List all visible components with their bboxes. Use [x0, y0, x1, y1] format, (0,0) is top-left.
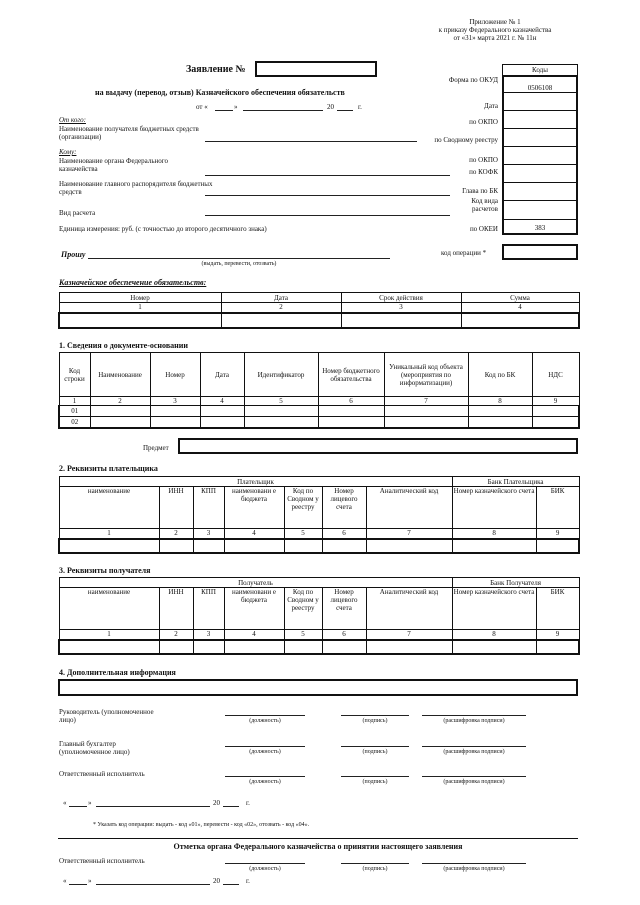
payer-header: наименовани е бюджета: [224, 487, 284, 529]
treasury-date-year: 20: [213, 877, 220, 885]
additional-info-field[interactable]: [58, 679, 578, 696]
table-cell[interactable]: [90, 406, 150, 417]
table-cell[interactable]: [536, 539, 579, 553]
table-cell[interactable]: [384, 417, 468, 428]
treasury-date-day-field[interactable]: [69, 884, 87, 885]
grbs-name-field[interactable]: [205, 195, 450, 196]
recipient-name-field[interactable]: [205, 141, 417, 142]
treasury-executor-label: Ответственный исполнитель: [59, 857, 145, 865]
payer-header: КПП: [193, 487, 224, 529]
recipient-header: Номер лицевого счета: [322, 588, 366, 630]
accountant-decoding-field[interactable]: [422, 746, 526, 747]
col-number: 4: [200, 397, 244, 406]
basis-header: Код строки: [59, 353, 90, 397]
table-cell[interactable]: [532, 417, 579, 428]
basis-header: Номер: [150, 353, 200, 397]
signature-caption: (подпись): [362, 779, 388, 785]
row-code: 01: [59, 406, 90, 417]
table-cell[interactable]: [318, 417, 384, 428]
table-cell[interactable]: [224, 640, 284, 654]
col-number: 9: [536, 529, 579, 539]
accountant-signature-field[interactable]: [341, 746, 409, 747]
organ-name-field[interactable]: [205, 175, 450, 176]
recipient-bank-header: Банк Получателя: [452, 578, 579, 588]
sign-date-day-field[interactable]: [69, 806, 87, 807]
obligation-cell[interactable]: [461, 313, 579, 328]
col-number: 1: [59, 630, 159, 640]
basis-header: НДС: [532, 353, 579, 397]
col-number: 1: [59, 397, 90, 406]
treasury-date-suffix: г.: [246, 877, 250, 885]
obligation-header: Дата: [221, 293, 341, 303]
col-number: 6: [322, 630, 366, 640]
col-number: 1: [59, 303, 221, 313]
treasury-position-field[interactable]: [225, 863, 305, 864]
table-cell[interactable]: [244, 417, 318, 428]
sign-date-month-field[interactable]: [96, 806, 210, 807]
reestr-label: по Сводному реестру: [434, 136, 498, 144]
recipient-header: Номер казначейского счета: [452, 588, 536, 630]
decoding-caption: (расшифровка подписи): [443, 749, 505, 755]
appendix-line-2: к приказу Федерального казначейства: [438, 26, 552, 34]
col-number: 2: [159, 529, 193, 539]
vid-rascheta-label: Вид расчета: [59, 209, 96, 217]
table-cell[interactable]: [200, 417, 244, 428]
organ-name-label: Наименование органа Федерального казначейства: [59, 157, 168, 173]
form-okud-label: Форма по ОКУД: [448, 76, 498, 84]
table-cell[interactable]: [536, 640, 579, 654]
payer-header: ИНН: [159, 487, 193, 529]
request-label: Прошу: [61, 250, 86, 259]
op-code-field[interactable]: [502, 244, 578, 260]
col-number: 6: [322, 529, 366, 539]
date-code-label: Дата: [484, 102, 498, 110]
basis-header: Уникальный код объекта (мероприятия по информатизации): [384, 353, 468, 397]
footnote: * Указать код операции: выдать - код «01», перевести - код «02», отозвать - код «04».: [93, 822, 310, 828]
table-cell[interactable]: [322, 539, 366, 553]
glava-label: Глава по БК: [462, 187, 498, 195]
col-number: 2: [221, 303, 341, 313]
recipient-header: Аналитический код: [366, 588, 452, 630]
obligation-table: [58, 292, 580, 329]
obligation-cell[interactable]: [221, 313, 341, 328]
codes-header: Коды: [502, 64, 578, 76]
table-cell[interactable]: [384, 406, 468, 417]
vid-label: Код вида расчетов: [471, 197, 498, 213]
col-number: 2: [90, 397, 150, 406]
treasury-date-close: »: [88, 877, 92, 885]
unit-label: Единица измерения: руб. (с точностью до второго десятичного знака): [59, 225, 267, 233]
recipient-name-label: Наименование получателя бюджетных средств (организации): [59, 125, 199, 141]
col-number: 5: [244, 397, 318, 406]
payer-header: наименование: [59, 487, 159, 529]
basis-document-table: [58, 352, 580, 429]
basis-header: Код по БК: [468, 353, 532, 397]
section3-title: 3. Реквизиты получателя: [59, 566, 151, 575]
treasury-title: Отметка органа Федерального казначейства о принятии настоящего заявления: [173, 842, 463, 851]
basis-header: Номер бюджетного обязательства: [318, 353, 384, 397]
decoding-caption: (расшифровка подписи): [443, 718, 505, 724]
recipient-header: БИК: [536, 588, 579, 630]
signature-caption: (подпись): [362, 718, 388, 724]
to-label: Кому:: [59, 148, 77, 156]
sign-date-year-field[interactable]: [223, 806, 239, 807]
basis-header: Дата: [200, 353, 244, 397]
section2-title: 2. Реквизиты плательщика: [59, 464, 158, 473]
okei-value: 383: [534, 224, 546, 232]
position-caption: (должность): [249, 718, 281, 724]
recipient-table: [58, 577, 580, 655]
obligation-header: Номер: [59, 293, 221, 303]
table-cell[interactable]: [284, 640, 322, 654]
date-year: 20: [327, 103, 334, 111]
payer-header: БИК: [536, 487, 579, 529]
col-number: 8: [452, 630, 536, 640]
treasury-date-month-field[interactable]: [96, 884, 210, 885]
appendix-block: [420, 18, 570, 42]
treasury-date-year-field[interactable]: [223, 884, 239, 885]
appendix-line-1: Приложение № 1: [469, 18, 521, 26]
recipient-header: наименование: [59, 588, 159, 630]
signature-caption: (подпись): [362, 866, 388, 872]
obligation-title: Казначейское обеспечение обязательств:: [59, 278, 207, 287]
executor-label: Ответственный исполнитель: [59, 770, 145, 778]
basis-header: Наименование: [90, 353, 150, 397]
page-title: Заявление №: [186, 64, 246, 75]
head-decoding-field[interactable]: [422, 715, 526, 716]
payer-header: Номер казначейского счета: [452, 487, 536, 529]
appendix-line-3: от «31» марта 2021 г. № 11н: [453, 34, 537, 42]
accountant-position-field[interactable]: [225, 746, 305, 747]
op-code-label: код операции *: [441, 249, 487, 257]
table-row: [59, 539, 579, 553]
table-cell[interactable]: [318, 406, 384, 417]
col-number: 3: [341, 303, 461, 313]
basis-header: Идентификатор: [244, 353, 318, 397]
executor-signature-field[interactable]: [341, 776, 409, 777]
date-day-field[interactable]: [215, 110, 233, 111]
executor-decoding-field[interactable]: [422, 776, 526, 777]
okei-label: по ОКЕИ: [469, 225, 498, 233]
treasury-signature-field[interactable]: [341, 863, 409, 864]
col-number: 4: [224, 630, 284, 640]
request-hint: (выдать, перевести, отозвать): [201, 261, 277, 267]
okud-value: 0506108: [527, 84, 553, 92]
row-code: 02: [59, 417, 90, 428]
accountant-label: Главный бухгалтер (уполномоченное лицо): [59, 740, 130, 756]
table-cell[interactable]: [193, 539, 224, 553]
table-cell[interactable]: [244, 406, 318, 417]
request-action-field[interactable]: [88, 258, 390, 259]
table-cell[interactable]: [59, 640, 159, 654]
from-label: От кого:: [59, 116, 86, 124]
head-label: Руководитель (уполномоченное лицо): [59, 708, 154, 724]
executor-position-field[interactable]: [225, 776, 305, 777]
col-number: 5: [284, 630, 322, 640]
section4-title: 4. Дополнительная информация: [59, 668, 176, 677]
col-number: 3: [150, 397, 200, 406]
treasury-decoding-field[interactable]: [422, 863, 526, 864]
col-number: 3: [193, 529, 224, 539]
recipient-header: наименовани е бюджета: [224, 588, 284, 630]
col-number: 9: [532, 397, 579, 406]
sign-date-open: «: [63, 799, 67, 807]
table-cell[interactable]: [452, 640, 536, 654]
position-caption: (должность): [249, 866, 281, 872]
table-row: [59, 417, 579, 428]
page-subtitle: на выдачу (перевод, отзыв) Казначейского обеспечения обязательств: [95, 88, 345, 97]
table-cell[interactable]: [200, 406, 244, 417]
table-cell[interactable]: [90, 417, 150, 428]
obligation-header: Сумма: [461, 293, 579, 303]
recipient-group-header: Получатель: [59, 578, 452, 588]
subject-label: Предмет: [143, 444, 169, 452]
position-caption: (должность): [249, 779, 281, 785]
table-row: [59, 640, 579, 654]
subject-field[interactable]: [178, 438, 578, 454]
payer-header: Номер лицевого счета: [322, 487, 366, 529]
okpo2-label: по ОКПО: [469, 156, 498, 164]
recipient-header: Код по Сводном у реестру: [284, 588, 322, 630]
treasury-date-open: «: [63, 877, 67, 885]
date-prefix: от «: [196, 103, 208, 111]
table-cell[interactable]: [150, 406, 200, 417]
head-position-field[interactable]: [225, 715, 305, 716]
col-number: 5: [284, 529, 322, 539]
divider: [58, 838, 578, 839]
col-number: 7: [366, 529, 452, 539]
grbs-name-label: Наименование главного распорядителя бюджетных средств: [59, 180, 213, 196]
obligation-header: Срок действия: [341, 293, 461, 303]
payer-header: Аналитический код: [366, 487, 452, 529]
col-number: 8: [452, 529, 536, 539]
recipient-header: КПП: [193, 588, 224, 630]
okpo-label: по ОКПО: [469, 118, 498, 126]
date-suffix: г.: [358, 103, 362, 111]
col-number: 6: [318, 397, 384, 406]
obligation-cell[interactable]: [341, 313, 461, 328]
table-cell[interactable]: [452, 539, 536, 553]
date-month-field[interactable]: [243, 110, 323, 111]
table-row: [59, 406, 579, 417]
vid-rascheta-field[interactable]: [205, 215, 450, 216]
sign-date-close: »: [88, 799, 92, 807]
head-signature-field[interactable]: [341, 715, 409, 716]
table-cell[interactable]: [193, 640, 224, 654]
table-cell[interactable]: [366, 640, 452, 654]
table-cell[interactable]: [468, 406, 532, 417]
table-cell[interactable]: [322, 640, 366, 654]
recipient-header: ИНН: [159, 588, 193, 630]
col-number: 7: [384, 397, 468, 406]
col-number: 7: [366, 630, 452, 640]
table-cell[interactable]: [284, 539, 322, 553]
sign-date-year: 20: [213, 799, 220, 807]
table-cell[interactable]: [150, 417, 200, 428]
col-number: 9: [536, 630, 579, 640]
payer-table: [58, 476, 580, 554]
payer-bank-header: Банк Плательщика: [452, 477, 579, 487]
col-number: 4: [224, 529, 284, 539]
payer-header: Код по Сводном у реестру: [284, 487, 322, 529]
table-cell[interactable]: [366, 539, 452, 553]
table-cell[interactable]: [532, 406, 579, 417]
col-number: 4: [461, 303, 579, 313]
table-cell[interactable]: [159, 640, 193, 654]
col-number: 8: [468, 397, 532, 406]
codes-column: [502, 75, 578, 235]
obligation-cell[interactable]: [59, 313, 221, 328]
table-cell[interactable]: [468, 417, 532, 428]
table-cell[interactable]: [224, 539, 284, 553]
table-cell[interactable]: [59, 539, 159, 553]
date-mid: »: [234, 103, 238, 111]
table-cell[interactable]: [159, 539, 193, 553]
section1-title: 1. Сведения о документе-основании: [59, 341, 188, 350]
statement-number-field[interactable]: [255, 61, 377, 77]
signature-caption: (подпись): [362, 749, 388, 755]
decoding-caption: (расшифровка подписи): [443, 866, 505, 872]
kofk-label: по КОФК: [469, 168, 498, 176]
decoding-caption: (расшифровка подписи): [443, 779, 505, 785]
col-number: 2: [159, 630, 193, 640]
sign-date-suffix: г.: [246, 799, 250, 807]
date-year-field[interactable]: [337, 110, 353, 111]
col-number: 3: [193, 630, 224, 640]
payer-group-header: Плательщик: [59, 477, 452, 487]
position-caption: (должность): [249, 749, 281, 755]
col-number: 1: [59, 529, 159, 539]
